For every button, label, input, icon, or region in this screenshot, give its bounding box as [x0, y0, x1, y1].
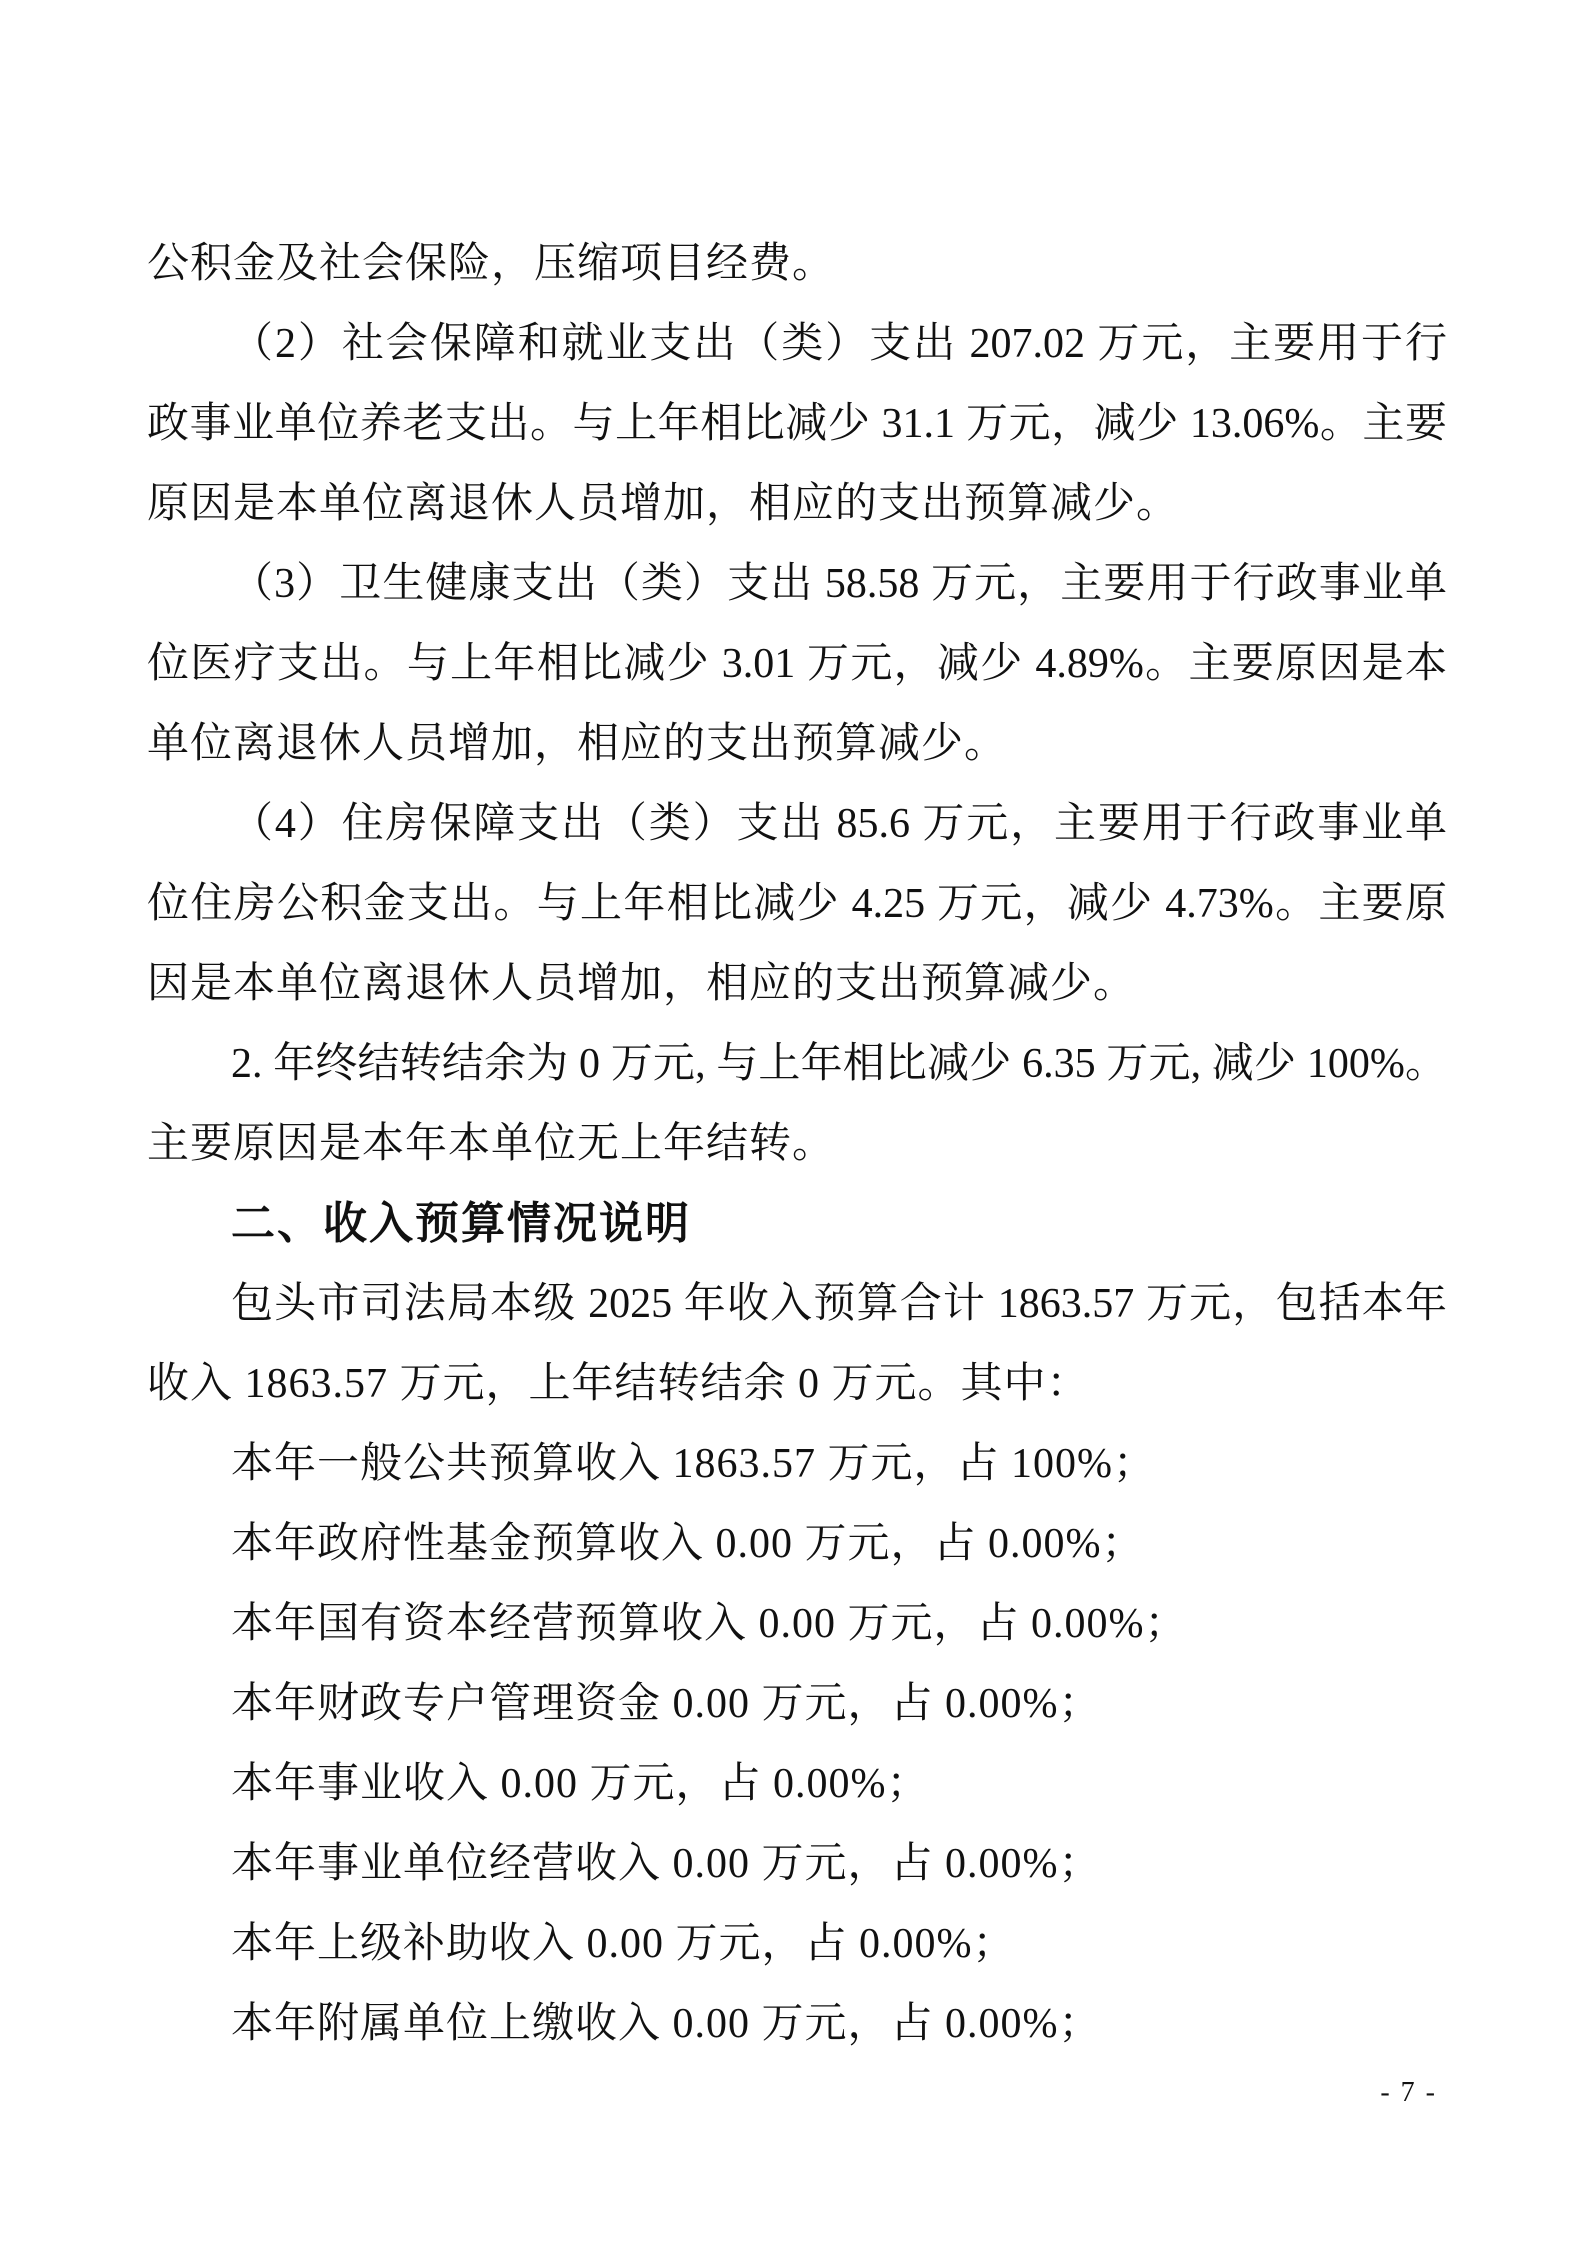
body-line-6: 位医疗支出。与上年相比减少 3.01 万元，减少 4.89%。主要原因是本: [147, 641, 1447, 687]
body-line-2: （2）社会保障和就业支出（类）支出 207.02 万元，主要用于行: [231, 321, 1447, 367]
body-line-19: 本年财政专户管理资金 0.00 万元，占 0.00%；: [231, 1681, 1102, 1727]
section-heading-income-budget: 二、收入预算情况说明: [231, 1199, 691, 1248]
body-line-1: 公积金及社会保险，压缩项目经费。: [147, 241, 836, 287]
body-line-9: 位住房公积金支出。与上年相比减少 4.25 万元，减少 4.73%。主要原: [147, 881, 1447, 927]
body-line-7: 单位离退休人员增加，相应的支出预算减少。: [147, 721, 1008, 767]
body-line-8: （4）住房保障支出（类）支出 85.6 万元，主要用于行政事业单: [231, 801, 1447, 847]
body-line-15: 收入 1863.57 万元，上年结转结余 0 万元。其中：: [147, 1361, 1090, 1407]
body-line-20: 本年事业收入 0.00 万元，占 0.00%；: [231, 1761, 930, 1807]
body-line-17: 本年政府性基金预算收入 0.00 万元，占 0.00%；: [231, 1521, 1145, 1567]
page-number: - 7 -: [1380, 2077, 1437, 2108]
body-line-14: 包头市司法局本级 2025 年收入预算合计 1863.57 万元，包括本年: [231, 1281, 1447, 1327]
body-line-21: 本年事业单位经营收入 0.00 万元，占 0.00%；: [231, 1841, 1102, 1887]
body-line-3: 政事业单位养老支出。与上年相比减少 31.1 万元，减少 13.06%。主要: [147, 401, 1447, 447]
body-line-22: 本年上级补助收入 0.00 万元，占 0.00%；: [231, 1921, 1016, 1967]
body-line-10: 因是本单位离退休人员增加，相应的支出预算减少。: [147, 961, 1137, 1007]
body-line-11: 2. 年终结转结余为 0 万元, 与上年相比减少 6.35 万元, 减少 100%。: [231, 1041, 1447, 1087]
body-line-5: （3）卫生健康支出（类）支出 58.58 万元，主要用于行政事业单: [231, 561, 1447, 607]
body-line-4: 原因是本单位离退休人员增加，相应的支出预算减少。: [147, 481, 1180, 527]
body-line-18: 本年国有资本经营预算收入 0.00 万元，占 0.00%；: [231, 1601, 1188, 1647]
body-line-16: 本年一般公共预算收入 1863.57 万元，占 100%；: [231, 1441, 1156, 1487]
body-line-12: 主要原因是本年本单位无上年结转。: [147, 1121, 836, 1167]
document-body: [147, 224, 1447, 2064]
body-line-23: 本年附属单位上缴收入 0.00 万元，占 0.00%；: [231, 2001, 1102, 2047]
